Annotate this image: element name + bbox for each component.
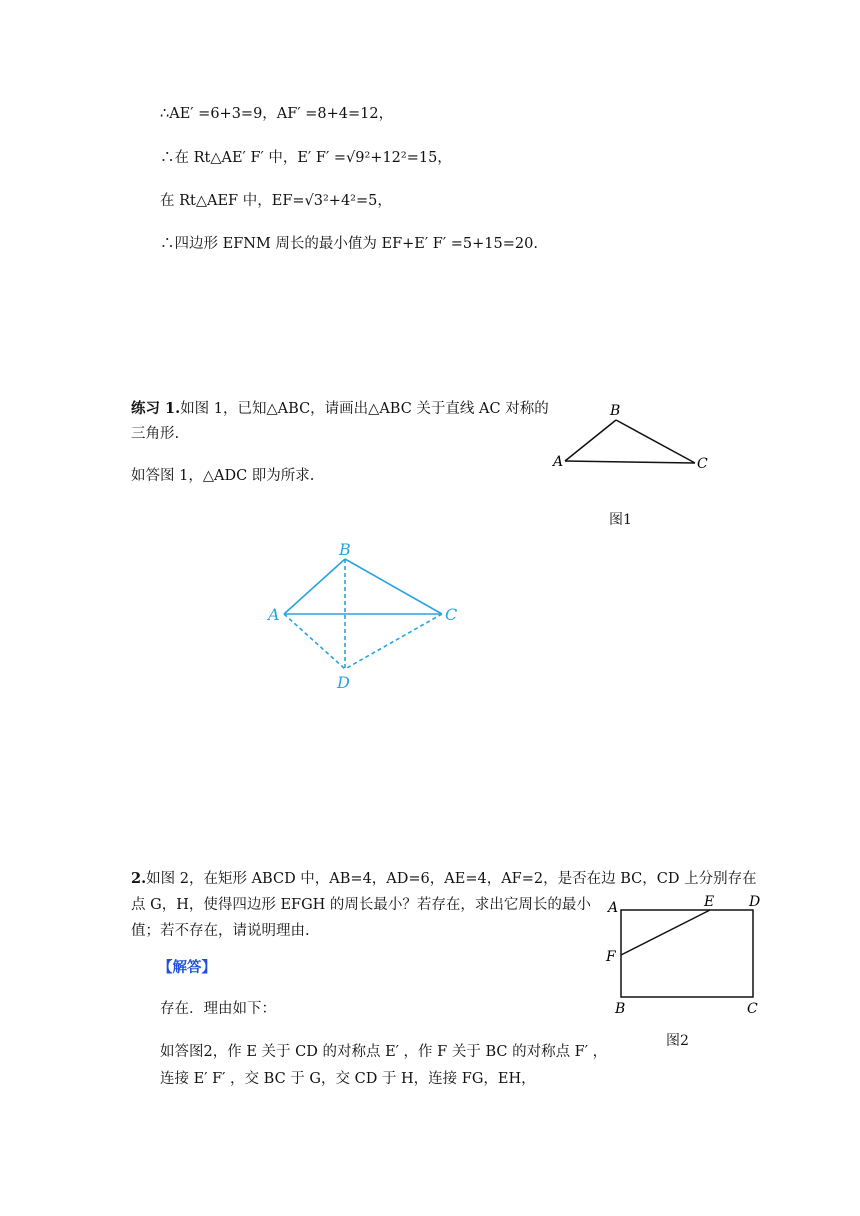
fig2-label-a: A bbox=[608, 900, 619, 916]
ans-fig1-label-d: D bbox=[337, 673, 350, 692]
exercise1-text-b: 三角形. bbox=[131, 426, 180, 442]
fig2-label-d: D bbox=[749, 894, 761, 910]
solution-line-2: ∴在 Rt△AE′ F′ 中，E′ F′ =√9²+12²=15， bbox=[160, 150, 452, 166]
fig1-label-a: A bbox=[553, 454, 564, 470]
ans-fig1-label-a: A bbox=[268, 605, 280, 624]
exercise2-text-b: 点 G，H，使得四边形 EFGH 的周长最小？若存在，求出它周长的最小 bbox=[131, 897, 591, 913]
ans-fig1-label-b: B bbox=[339, 540, 351, 559]
exercise1-answer: 如答图 1，△ADC 即为所求. bbox=[131, 468, 315, 484]
exercise2-answer-1: 存在．理由如下： bbox=[160, 1001, 276, 1017]
exercise2-text bbox=[131, 869, 757, 889]
exercise2-text-c: 值；若不存在，请说明理由. bbox=[131, 923, 310, 939]
fig2-label-c: C bbox=[747, 1001, 758, 1017]
solution-line-1: ∴AE′ =6+3=9，AF′ =8+4=12， bbox=[160, 106, 394, 122]
figure-2-caption: 图2 bbox=[666, 1033, 689, 1049]
fig2-label-b: B bbox=[615, 1001, 626, 1017]
exercise2-answer-2: 如答图2，作 E 关于 CD 的对称点 E′ ，作 F 关于 BC 的对称点 F′ ， bbox=[160, 1044, 608, 1060]
fig2-label-e: E bbox=[704, 894, 715, 910]
answer-figure-1 bbox=[262, 538, 472, 698]
fig1-label-c: C bbox=[697, 456, 708, 472]
exercise1-label: 练习 1. bbox=[131, 400, 181, 417]
figure-1 bbox=[550, 398, 720, 478]
exercise2-text-a: 如图 2，在矩形 ABCD 中，AB=4，AD=6，AE=4，AF=2，是否在边 BC，CD 上分别存在 bbox=[146, 871, 757, 887]
fig2-label-f: F bbox=[606, 949, 616, 965]
figure-1-caption: 图1 bbox=[609, 512, 632, 528]
ans-fig1-label-c: C bbox=[445, 605, 458, 624]
fig1-label-b: B bbox=[610, 403, 621, 419]
exercise1-text bbox=[131, 399, 549, 419]
exercise1-text-a: 如图 1，已知△ABC，请画出△ABC 关于直线 AC 对称的 bbox=[180, 401, 549, 417]
exercise2-answer-3: 连接 E′ F′ ，交 BC 于 G，交 CD 于 H，连接 FG，EH， bbox=[160, 1071, 536, 1087]
answer-tag: 【解答】 bbox=[158, 959, 216, 976]
exercise2-label: 2. bbox=[131, 870, 147, 887]
solution-line-3: 在 Rt△AEF 中，EF=√3²+4²=5， bbox=[160, 193, 392, 209]
solution-line-4: ∴四边形 EFNM 周长的最小值为 EF+E′ F′ =5+15=20. bbox=[160, 236, 538, 252]
figure-2 bbox=[600, 890, 770, 1020]
